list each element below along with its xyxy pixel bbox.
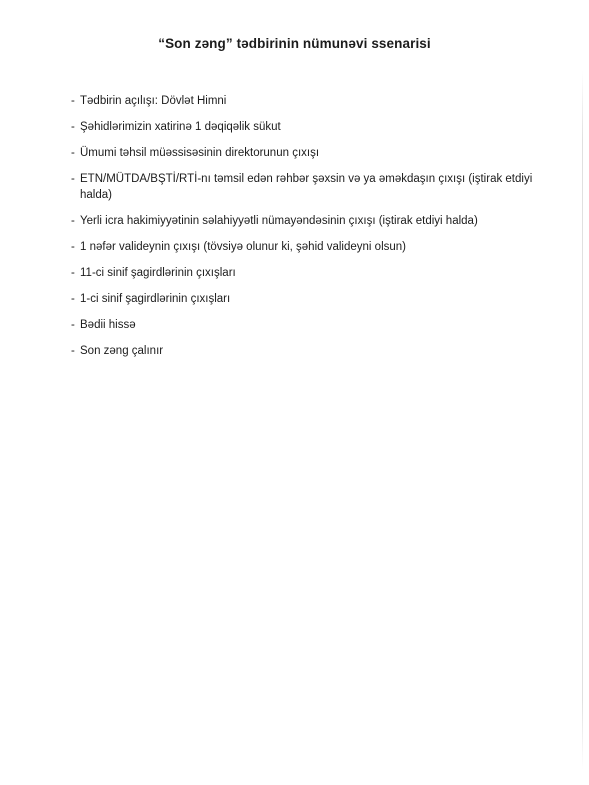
list-item: - Yerli icra hakimiyyətinin səlahiyyətli nümayəndəsinin çıxışı (iştirak etdiyi halda) — [71, 213, 541, 229]
list-item: - 1-ci sinif şagirdlərinin çıxışları — [71, 291, 541, 307]
list-item: - Bədii hissə — [71, 317, 541, 333]
list-item: - 11-ci sinif şagirdlərinin çıxışları — [71, 265, 541, 281]
list-item: - Şəhidlərimizin xatirinə 1 dəqiqəlik sükut — [71, 119, 541, 135]
list-item: - Tədbirin açılışı: Dövlət Himni — [71, 93, 541, 109]
list-item: - Son zəng çalınır — [71, 343, 541, 359]
list-item: - ETN/MÜTDA/BŞTİ/RTİ-nı təmsil edən rəhbər şəxsin və ya əməkdaşın çıxışı (iştirak etdiyi halda) — [71, 171, 541, 203]
scan-edge-shadow — [582, 70, 583, 770]
agenda-list — [71, 93, 541, 369]
document-title: “Son zəng” tədbirinin nümunəvi ssenarisi — [158, 36, 431, 51]
list-item: - 1 nəfər valideynin çıxışı (tövsiyə olunur ki, şəhid valideyni olsun) — [71, 239, 541, 255]
list-item: - Ümumi təhsil müəssisəsinin direktorunun çıxışı — [71, 145, 541, 161]
